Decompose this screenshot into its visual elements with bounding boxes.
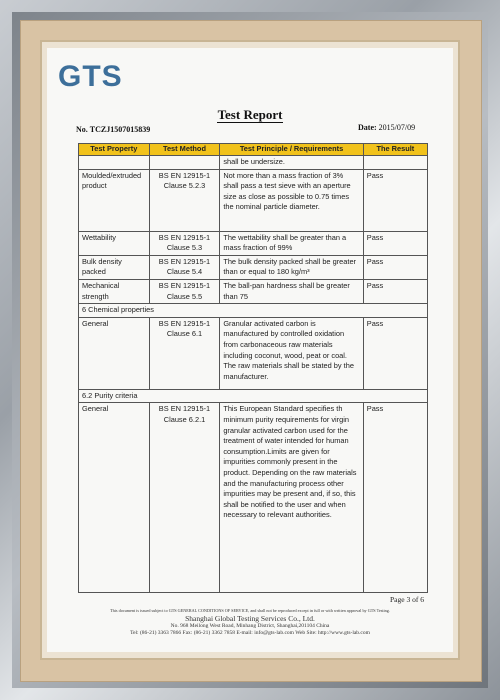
report-number-value: TCZJ1507015839: [89, 125, 151, 134]
page-title: [0, 107, 500, 123]
footer-company: Shanghai Global Testing Services Co., Ltd.: [185, 614, 315, 623]
property-cell: Bulk density packed: [79, 255, 150, 279]
property-cell: General: [79, 403, 150, 593]
property-cell: Mechanical strength: [79, 279, 150, 303]
table-cell: [79, 156, 150, 170]
table-row: [79, 403, 428, 593]
result-cell: Pass: [363, 255, 427, 279]
result-cell: Pass: [363, 279, 427, 303]
footer-notice: This document is issued subject to GTS GENERAL CONDITIONS OF SERVICE, and shall not be reproduced except in full or with written approval by GTS Testing.: [110, 608, 390, 613]
result-cell: Pass: [363, 169, 427, 231]
report-date: [358, 123, 415, 132]
requirement-cell: The bulk density packed shall be greater than or equal to 180 kg/m³: [220, 255, 363, 279]
test-results-table: [78, 143, 428, 593]
table-row: [79, 169, 428, 231]
property-cell: Moulded/extruded product: [79, 169, 150, 231]
requirement-cell: Granular activated carbon is manufactured by controlled oxidation from carbonaceous raw materials including coconut, wood, peat or coal. The raw materials shall be stated by the manufacturer.: [220, 317, 363, 389]
section-chemical-properties: 6 Chemical properties: [79, 304, 428, 318]
table-cell: [363, 156, 427, 170]
requirement-cell: The ball-pan hardness shall be greater than 75: [220, 279, 363, 303]
table-row: [79, 231, 428, 255]
section-row: [79, 304, 428, 318]
table-row: [79, 317, 428, 389]
result-cell: Pass: [363, 403, 427, 593]
footer-contact: Tel: (86-21) 3363 7866 Fax: (86-21) 3362 7858 E-mail: info@gts-lab.com Web Site: http://www.gts-lab.com: [130, 630, 370, 636]
property-cell: Wettability: [79, 231, 150, 255]
table-row: [79, 279, 428, 303]
table-header-row: [79, 144, 428, 156]
table-row: [79, 156, 428, 170]
header-test-property: Test Property: [79, 144, 150, 156]
table-cell: [149, 156, 220, 170]
method-cell: BS EN 12915-1 Clause 6.1: [149, 317, 220, 389]
property-cell: General: [79, 317, 150, 389]
page-number: Page 3 of 6: [390, 595, 424, 604]
section-purity-criteria: 6.2 Purity criteria: [79, 389, 428, 403]
date-value: 2015/07/09: [378, 123, 416, 132]
requirement-cell: Not more than a mass fraction of 3% shall pass a test sieve with an aperture size as close as possible to 0.75 times the nominal particle diameter.: [220, 169, 363, 231]
header-result: The Result: [363, 144, 427, 156]
header-test-principle: Test Principle / Requirements: [220, 144, 363, 156]
title-text: Test Report: [217, 107, 283, 122]
method-cell: BS EN 12915-1 Clause 5.5: [149, 279, 220, 303]
method-cell: BS EN 12915-1 Clause 5.4: [149, 255, 220, 279]
report-number: [76, 125, 150, 134]
gts-logo: GTS: [58, 60, 123, 93]
table-row: [79, 255, 428, 279]
continued-requirement: shall be undersize.: [220, 156, 363, 170]
requirement-cell: The wettability shall be greater than a mass fraction of 99%: [220, 231, 363, 255]
footer-address: No. 968 Meilong West Road, Minhang District, Shanghai,201104 China: [170, 623, 330, 629]
section-row: [79, 389, 428, 403]
result-cell: Pass: [363, 317, 427, 389]
method-cell: BS EN 12915-1 Clause 6.2.1: [149, 403, 220, 593]
report-number-label: No.: [76, 125, 88, 134]
method-cell: BS EN 12915-1 Clause 5.2.3: [149, 169, 220, 231]
method-cell: BS EN 12915-1 Clause 5.3: [149, 231, 220, 255]
date-label: Date:: [358, 123, 377, 132]
result-cell: Pass: [363, 231, 427, 255]
requirement-cell: This European Standard specifies th minimum purity requirements for virgin granular activated carbon used for the treatment of water intended for human consumption.Limits are given for impurities commonly present in the product. Depending on the raw materials and the manufacturing process other impurities may be present and, if so, this shall be notified to the user and when necessary to relevant authorities.: [220, 403, 363, 593]
header-test-method: Test Method: [149, 144, 220, 156]
